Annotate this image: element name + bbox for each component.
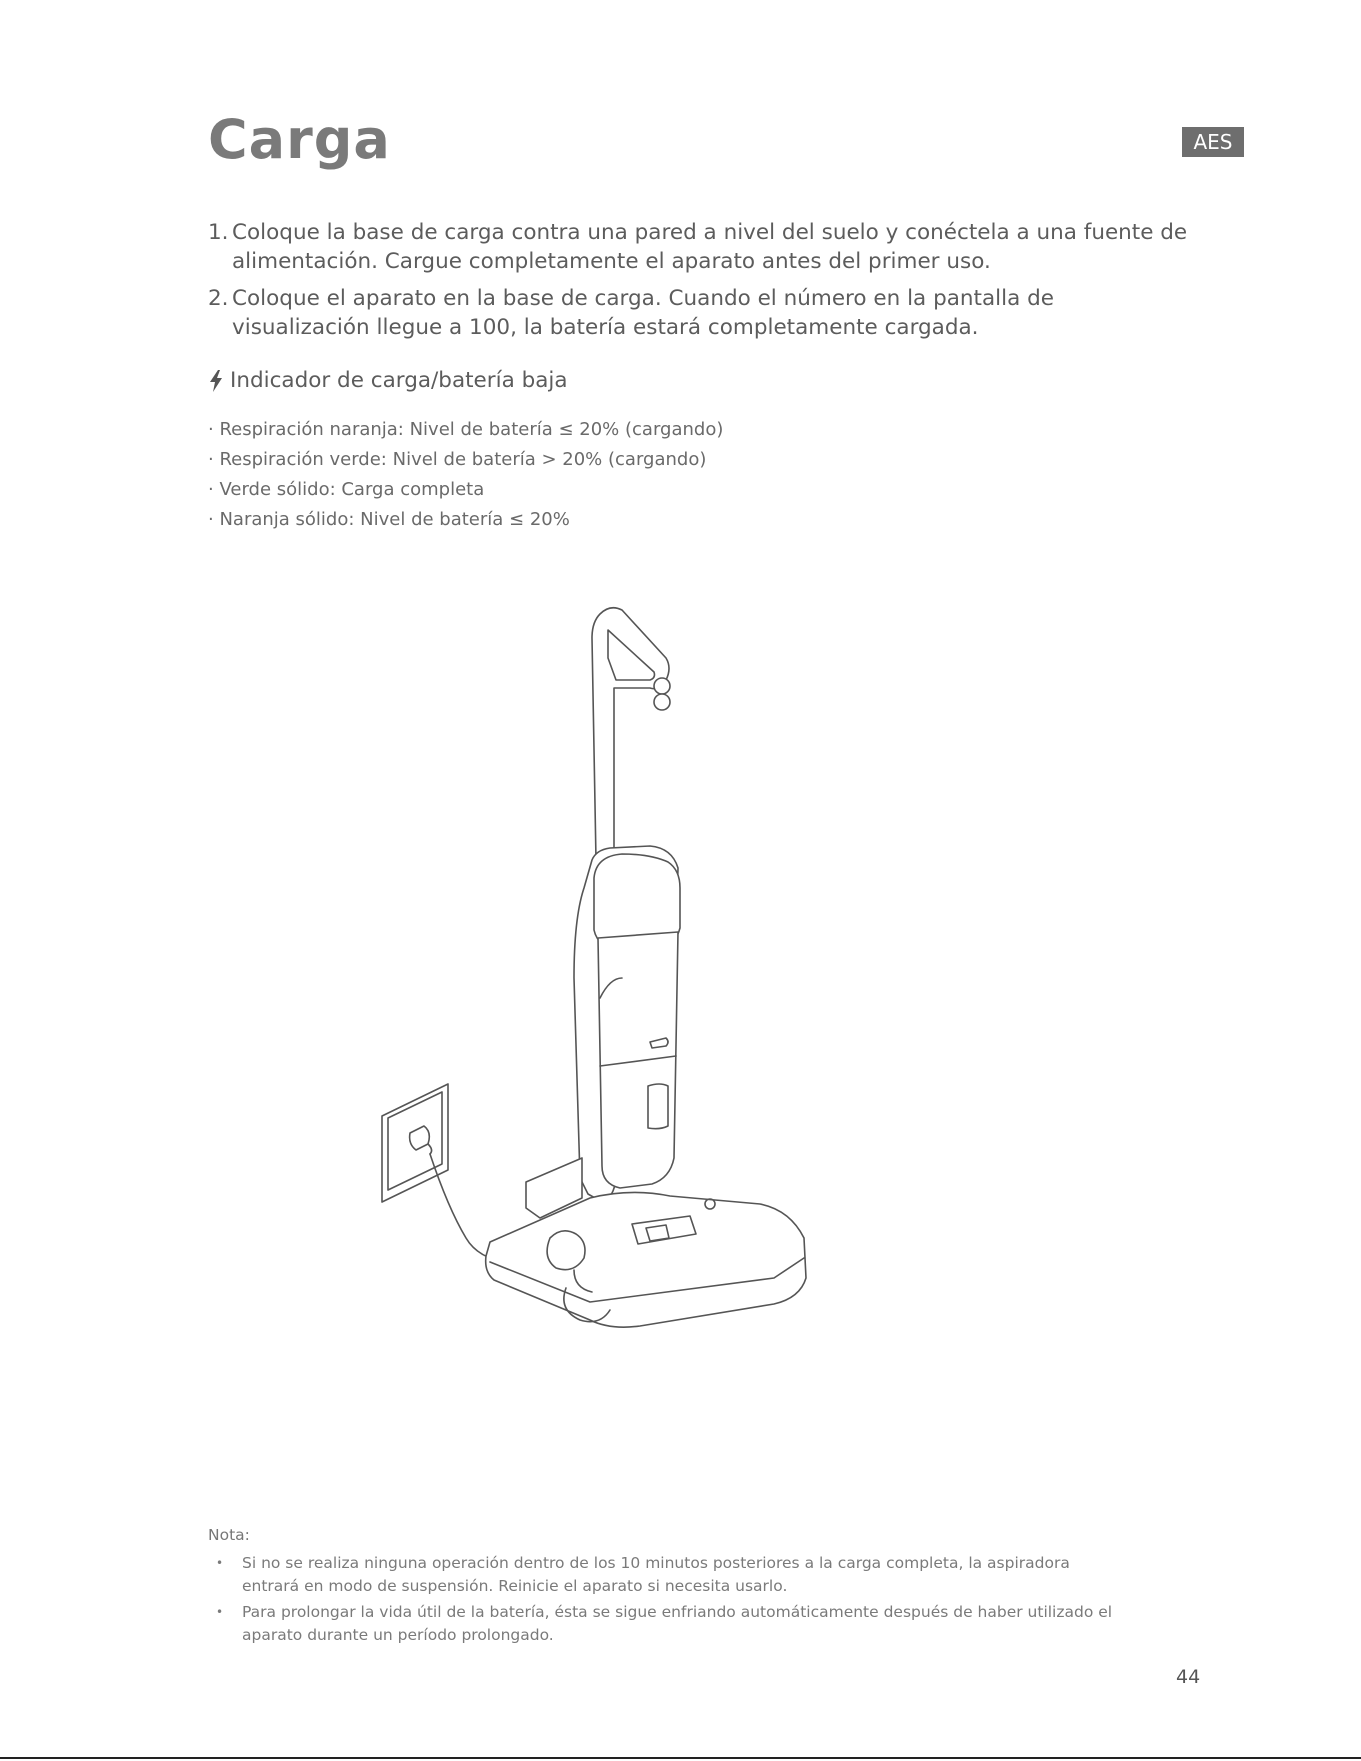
step-text: Coloque la base de carga contra una pared a nivel del suelo y conéctela a una fuente de alimentación. Cargue completamente el aparato antes del primer uso. [232, 220, 1188, 274]
note-item: • Si no se realiza ninguna operación dentro de los 10 minutos posteriores a la carga completa, la aspiradora entrará en modo de suspensión. Reinicie el aparato si necesita usarlo. [208, 1552, 1128, 1598]
note-list [208, 1552, 1128, 1650]
indicator-item: · Respiración verde: Nivel de batería > 20% (cargando) [208, 445, 723, 475]
language-badge: AES [1182, 127, 1244, 157]
indicator-heading [208, 368, 568, 393]
indicator-item: · Naranja sólido: Nivel de batería ≤ 20% [208, 505, 723, 535]
step-number: 1. [208, 220, 229, 245]
indicator-item: · Verde sólido: Carga completa [208, 475, 723, 505]
lightning-icon [208, 369, 224, 393]
charging-steps [208, 218, 1188, 350]
note-item: • Para prolongar la vida útil de la batería, ésta se sigue enfriando automáticamente después de haber utilizado el aparato durante un período prolongado. [208, 1601, 1128, 1647]
page-number: 44 [1176, 1666, 1201, 1688]
step-number: 2. [208, 286, 229, 311]
bottom-rule [0, 1757, 1361, 1759]
step-item [208, 218, 1188, 276]
indicator-list [208, 415, 723, 535]
indicator-title-text: Indicador de carga/batería baja [230, 368, 568, 393]
vacuum-charging-illustration [370, 598, 900, 1478]
step-text: Coloque el aparato en la base de carga. Cuando el número en la pantalla de visualización llegue a 100, la batería estará completamente cargada. [232, 286, 1054, 340]
note-label: Nota: [208, 1526, 250, 1544]
step-item [208, 284, 1188, 342]
indicator-item: · Respiración naranja: Nivel de batería ≤ 20% (cargando) [208, 415, 723, 445]
page-title: Carga [208, 108, 391, 171]
